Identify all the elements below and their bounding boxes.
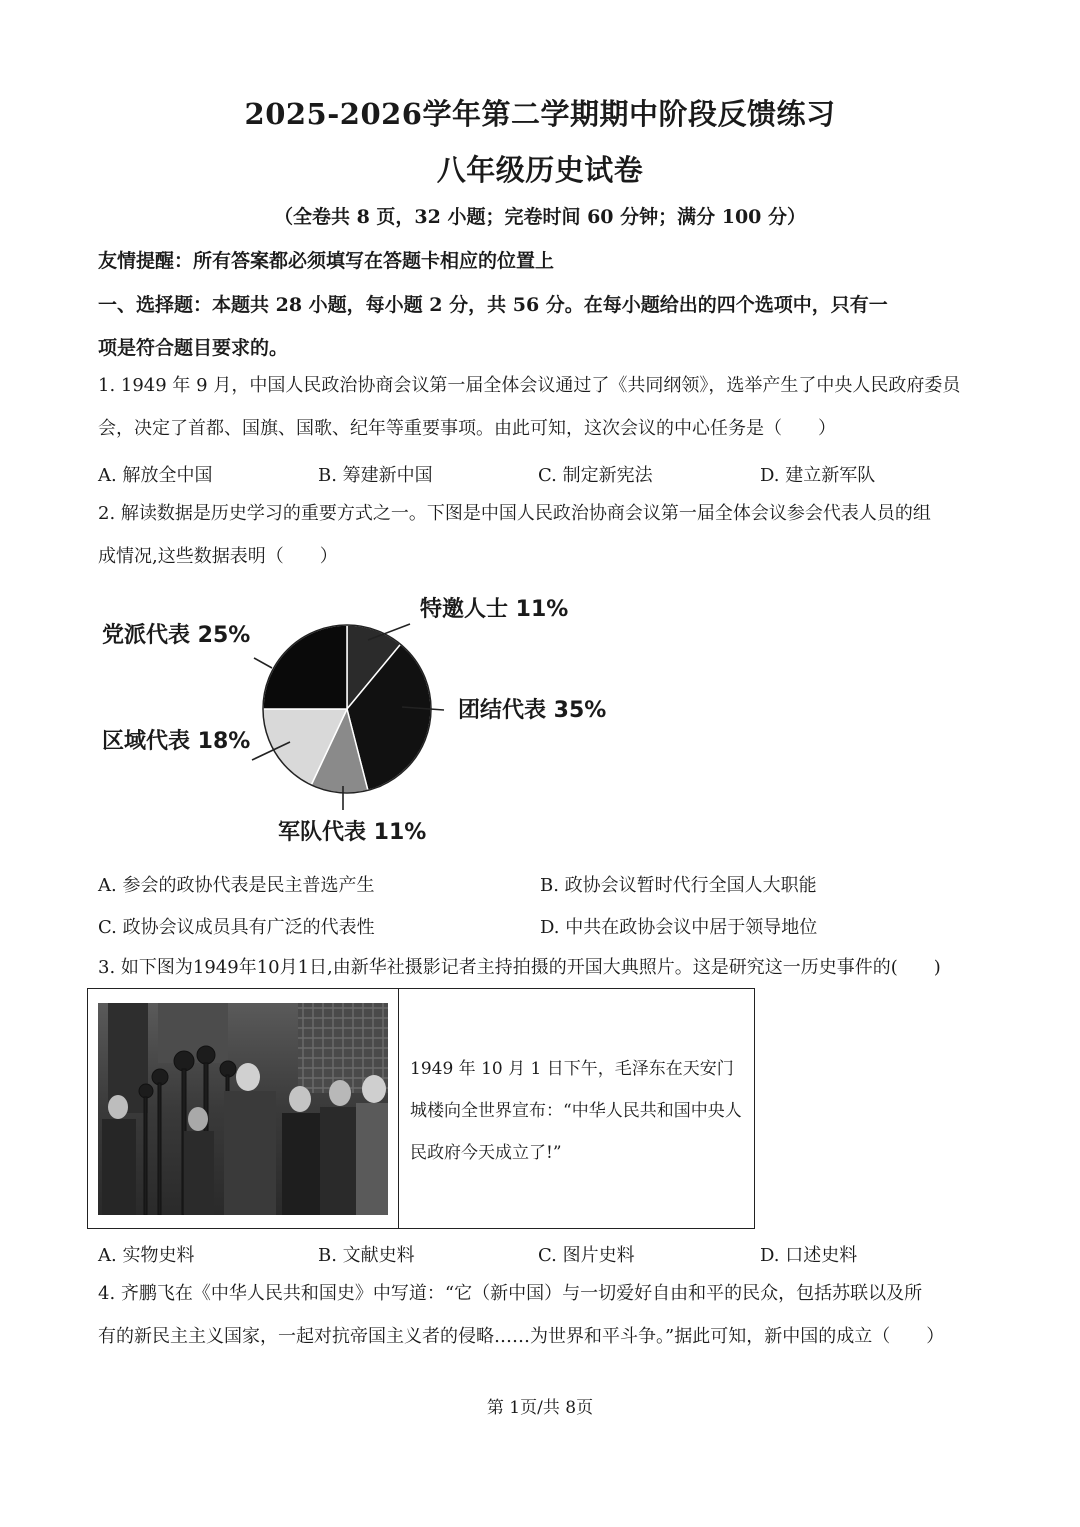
- question-2-line2: 成情况,这些数据表明（ ）: [98, 546, 338, 567]
- pie-label-dangpai: 党派代表 25%: [102, 623, 251, 648]
- exam-meta: （全卷共 8 页，32 小题；完卷时间 60 分钟；满分 100 分）: [273, 206, 807, 228]
- reminder: 友情提醒：所有答案都必须填写在答题卡相应的位置上: [98, 250, 555, 272]
- question-4-line2: 有的新民主主义国家，一起对抗帝国主义者的侵略……为世界和平斗争。”据此可知，新中国的成立（ ）: [98, 1326, 945, 1347]
- leader-line-dangpai: [254, 658, 272, 668]
- question-4-line1: 4. 齐鹏飞在《中华人民共和国史》中写道：“它（新中国）与一切爱好自由和平的民众，包括苏联以及所: [98, 1283, 923, 1304]
- section-header: 一、选择题：本题共 28 小题，每小题 2 分，共 56 分。在每小题给出的四个选项中，只有一: [98, 294, 888, 316]
- q3-option-d: D. 口述史料: [760, 1245, 858, 1266]
- q1-option-d: D. 建立新军队: [760, 465, 876, 486]
- exam-subtitle: 八年级历史试卷: [436, 153, 644, 187]
- pie-label-jundui: 军队代表 11%: [278, 820, 427, 845]
- pie-label-teyao: 特邀人士 11%: [420, 597, 569, 622]
- question-3: 3. 如下图为1949年10月1日,由新华社摄影记者主持拍摄的开国大典照片。这是研究这一历史事件的( ): [98, 957, 941, 978]
- q3-option-b: B. 文献史料: [318, 1245, 415, 1266]
- pie-label-tuanjie: 团结代表 35%: [458, 698, 607, 723]
- q3-option-a: A. 实物史料: [98, 1245, 195, 1266]
- q3-option-c: C. 图片史料: [538, 1245, 635, 1266]
- pie-label-quyu: 区域代表 18%: [102, 729, 251, 754]
- q1-option-c: C. 制定新宪法: [538, 465, 653, 486]
- q2-option-d: D. 中共在政协会议中居于领导地位: [540, 917, 818, 938]
- exam-title: 2025-2026学年第二学期期中阶段反馈练习: [244, 97, 836, 131]
- photo-caption: 1949 年 10 月 1 日下午，毛泽东在天安门城楼向全世界宣布：“中华人民共和国中央人民政府今天成立了!”: [410, 1059, 742, 1163]
- founding-ceremony-photo: [98, 1003, 388, 1215]
- question-1-line2: 会，决定了首都、国旗、国歌、纪年等重要事项。由此可知，这次会议的中心任务是（ ）: [98, 418, 836, 439]
- question-2: [98, 492, 988, 578]
- question-2-line1: 2. 解读数据是历史学习的重要方式之一。下图是中国人民政治协商会议第一届全体会议参会代表人员的组: [98, 503, 931, 524]
- q2-option-c: C. 政协会议成员具有广泛的代表性: [98, 917, 375, 938]
- question-4: [98, 1272, 988, 1358]
- q2-option-b: B. 政协会议暂时代行全国人大职能: [540, 875, 817, 896]
- q2-option-a: A. 参会的政协代表是民主普选产生: [98, 875, 375, 896]
- q1-option-a: A. 解放全中国: [98, 465, 213, 486]
- q1-option-b: B. 筹建新中国: [318, 465, 433, 486]
- pie-slice-dangpai: [263, 625, 347, 709]
- question-1: [98, 364, 988, 450]
- figure-divider: [398, 988, 399, 1229]
- page-number: 第 1页/共 8页: [486, 1398, 594, 1418]
- question-1-line1: 1. 1949 年 9 月，中国人民政治协商会议第一届全体会议通过了《共同纲领》，选举产生了中央人民政府委员: [98, 375, 961, 396]
- section-header-cont: 项是符合题目要求的。: [98, 337, 289, 359]
